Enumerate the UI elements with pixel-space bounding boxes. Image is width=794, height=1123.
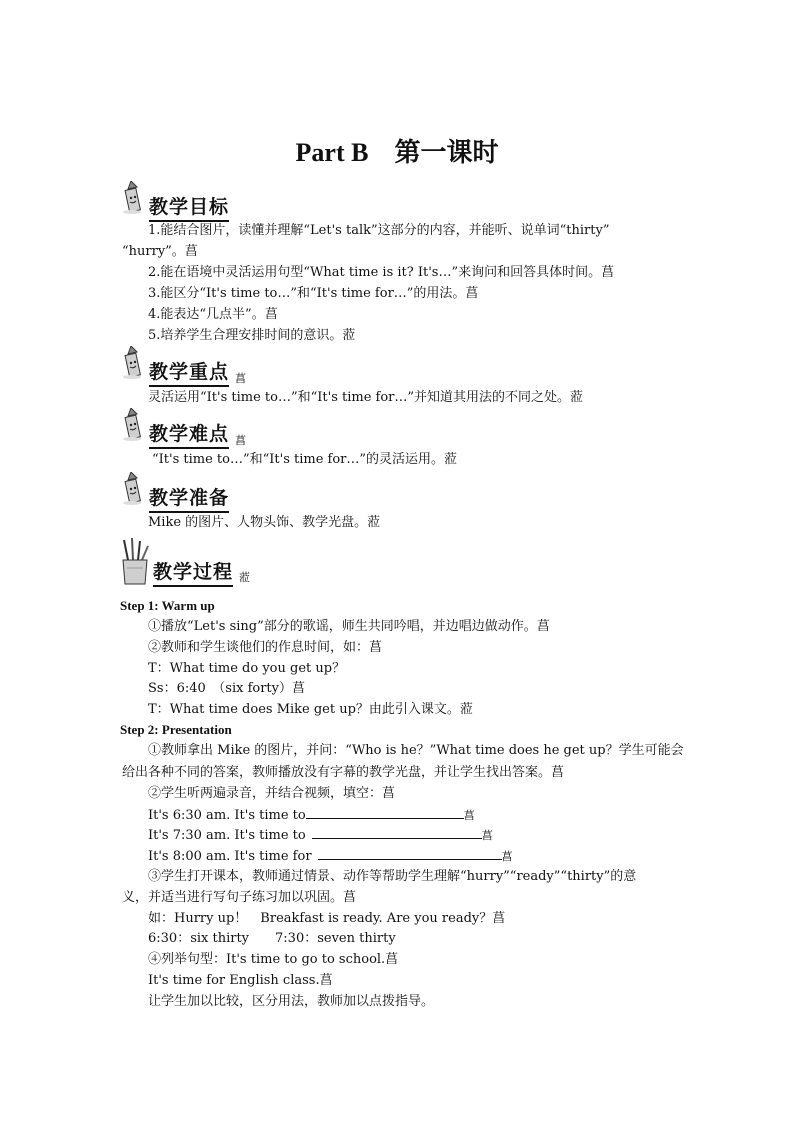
blank-underline[interactable] <box>312 826 482 839</box>
section-mark: 菖 <box>235 372 246 385</box>
pencil-cup-icon <box>118 538 152 586</box>
step2-paragraph: 义，并适当进行写句子练习加以巩固。菖 <box>122 890 357 905</box>
step2-paragraph: 让学生加以比较，区分用法，教师加以点拨指导。 <box>148 994 435 1009</box>
fill-mark: 菖 <box>481 829 493 842</box>
section-mark: 蒞 <box>239 571 250 584</box>
step1-line: T：What time does Mike get up？由此引入课文。蒞 <box>148 702 473 717</box>
step2-example: 如：Hurry up！ Breakfast is ready. Are you ready？菖 <box>148 911 506 926</box>
step1-line: ②教师和学生谈他们的作息时间，如：菖 <box>148 640 383 655</box>
blank-underline[interactable] <box>318 847 502 860</box>
goal-line: 1.能结合图片，读懂并理解“Let's talk”这部分的内容，并能听、说单词“thirty” <box>148 223 610 238</box>
pencil-icon <box>118 408 148 442</box>
fill-text: It's 6:30 am. It's time to <box>148 808 306 823</box>
fill-text: It's 8:00 am. It's time for <box>148 849 312 864</box>
step2-paragraph: It's time for English class.菖 <box>148 973 333 988</box>
fill-blank-line <box>148 826 493 845</box>
step1-line: Ss：6:40 （six forty）菖 <box>148 681 305 696</box>
section-heading-difficult: 教学难点 <box>149 419 229 449</box>
section-heading-prep: 教学准备 <box>149 483 229 513</box>
section-heading-focus: 教学重点 <box>149 357 229 387</box>
pencil-icon <box>118 472 148 506</box>
step2-paragraph: ④列举句型：It's time to go to school.菖 <box>148 952 399 967</box>
step1-label: Step 1: Warm up <box>120 598 215 613</box>
step1-line: ①播放“Let's sing”部分的歌谣，师生共同吟唱，并边唱边做动作。菖 <box>148 619 550 634</box>
step2-example: 6:30：six thirty 7:30：seven thirty <box>148 931 396 946</box>
pencil-icon <box>118 346 148 380</box>
blank-underline[interactable] <box>306 806 464 819</box>
difficult-text: “It's time to…”和“It's time for…”的灵活运用。蒞 <box>152 452 458 467</box>
page-title: Part B 第一课时 <box>295 138 499 167</box>
goal-line: 5.培养学生合理安排时间的意识。蒞 <box>148 328 356 343</box>
fill-blank-line <box>148 806 475 825</box>
step2-paragraph: ②学生听两遍录音，并结合视频，填空：菖 <box>148 786 396 801</box>
section-heading-goals: 教学目标 <box>149 192 229 222</box>
goal-line: 3.能区分“It's time to…”和“It's time for…”的用法。菖 <box>148 286 479 301</box>
section-mark: 菖 <box>235 434 246 447</box>
fill-text: It's 7:30 am. It's time to <box>148 828 306 843</box>
step2-paragraph: ③学生打开课本，教师通过情景、动作等帮助学生理解“hurry”“ready”“thirty”的意 <box>148 869 637 884</box>
goal-line: 2.能在语境中灵活运用句型“What time is it? It's…”来询问和回答具体时间。菖 <box>148 265 615 280</box>
fill-mark: 菖 <box>501 850 513 863</box>
step2-paragraph: ①教师拿出 Mike 的图片，并问：“Who is he？”What time does he get up？学生可能会 <box>148 743 684 758</box>
goal-line: “hurry”。菖 <box>122 244 198 259</box>
goal-line: 4.能表达“几点半”。菖 <box>148 307 278 322</box>
fill-mark: 菖 <box>463 809 475 822</box>
prep-text: Mike 的图片、人物头饰、教学光盘。蒞 <box>148 515 381 530</box>
fill-blank-line <box>148 847 513 866</box>
pencil-icon <box>118 181 148 215</box>
step2-paragraph: 给出各种不同的答案，教师播放没有字幕的教学光盘，并让学生找出答案。菖 <box>122 765 565 780</box>
section-heading-process: 教学过程 <box>153 557 233 587</box>
step2-label: Step 2: Presentation <box>120 722 232 737</box>
step1-line: T：What time do you get up？ <box>148 661 346 676</box>
focus-text: 灵活运用“It's time to…”和“It's time for…”并知道其用法的不同之处。蒞 <box>148 390 584 405</box>
